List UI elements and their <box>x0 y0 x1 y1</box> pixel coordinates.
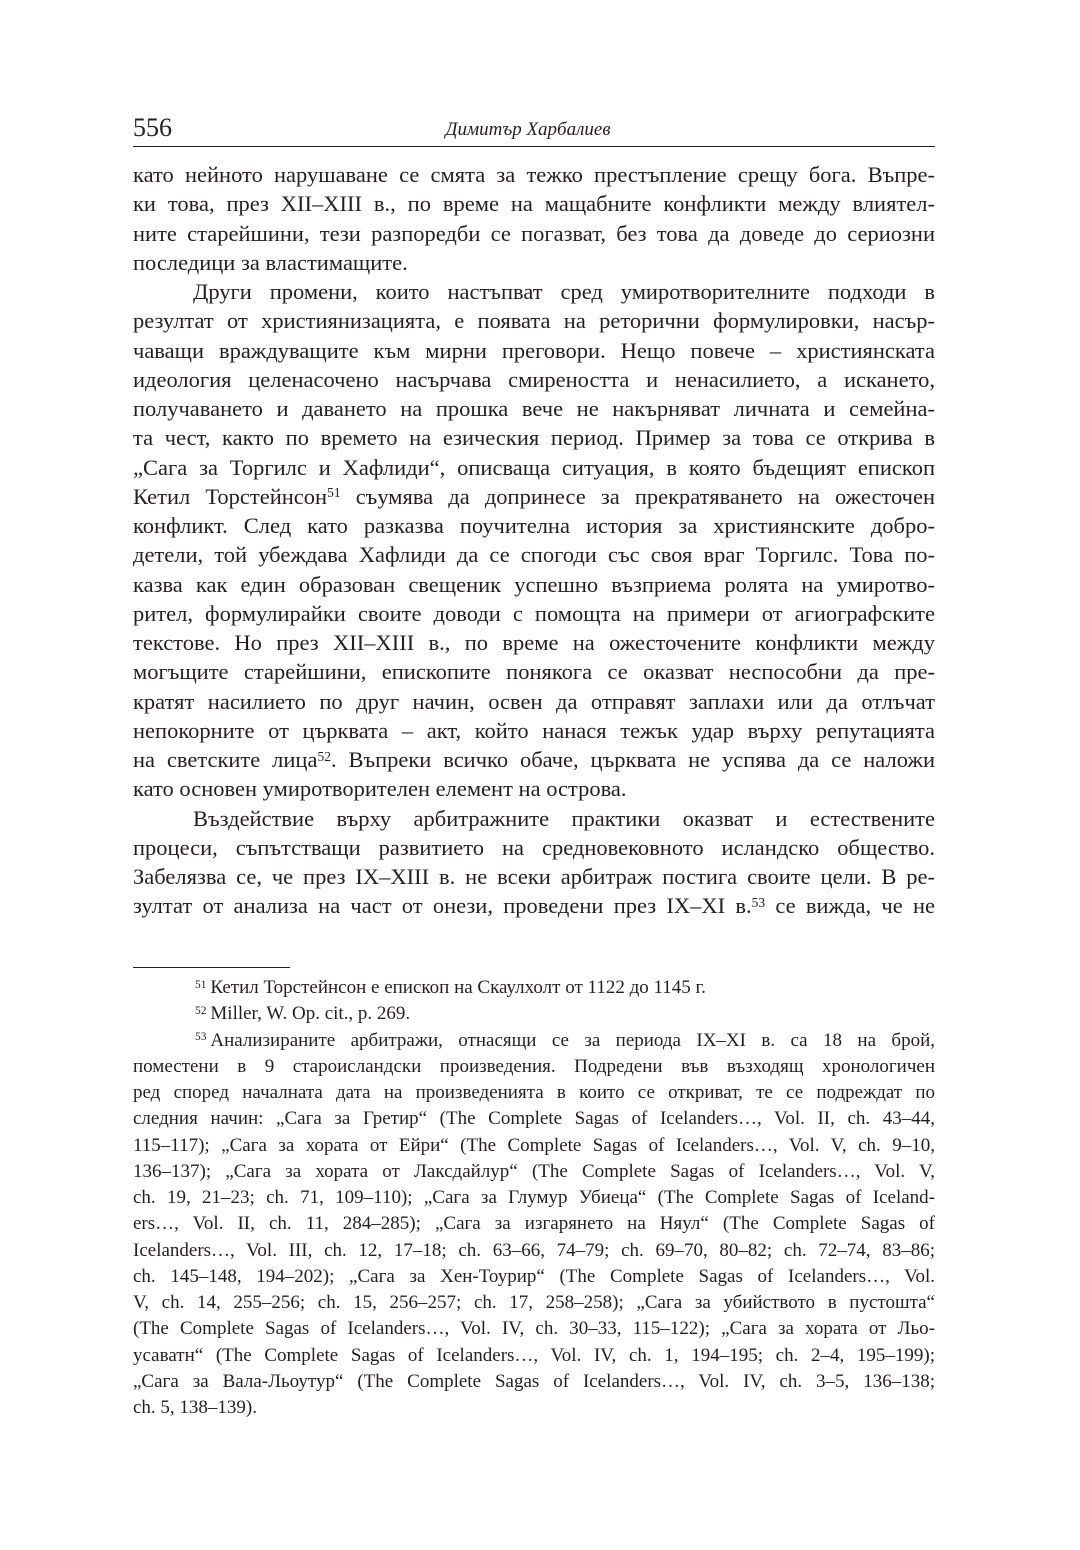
body-line: идеология целенасочено насърчава смиреността и ненасилието, а искането, <box>133 366 935 392</box>
footnote-number: 52 <box>195 1004 207 1017</box>
footnote-line: ch. 145–148, 194–202); „Сага за Хен-Тоурир“ (The Complete Sagas of Icelanders…, Vol. <box>133 1265 935 1287</box>
footnote-number: 53 <box>195 1031 207 1044</box>
paragraph <box>133 804 935 921</box>
body-line: конфликт. След като разказва поучителна история за християнските добро- <box>133 513 935 538</box>
footnote-line: поместени в 9 староисландски произведения. Подредени във възходящ хронологичен <box>133 1055 935 1077</box>
page-number: 556 <box>133 113 172 142</box>
footnote-line: усаватн“ (The Complete Sagas of Icelanders…, Vol. IV, ch. 1, 194–195; ch. 2–4, 195–199); <box>133 1344 935 1366</box>
line-text: се вижда, че не <box>765 893 935 919</box>
body-line: могъщите старейшини, епископите понякога се оказват неспособни да пре- <box>133 659 935 685</box>
footnote-line: 136–137); „Сага за хората от Лаксдайлур“ (The Complete Sagas of Icelanders…, Vol. V, <box>133 1160 935 1182</box>
header-rule <box>133 146 935 147</box>
footnote-line: (The Complete Sagas of Icelanders…, Vol. IV, ch. 30–33, 115–122); „Сага за хората от Льо- <box>133 1318 935 1340</box>
body-line: резултат от християнизацията, е появата на реторични формулировки, насър- <box>133 308 935 334</box>
body-line: като нейното нарушаване се смята за тежко престъпление срещу бога. Въпре- <box>133 162 935 187</box>
body-line: Забелязва се, че през IX–XIII в. не всеки арбитраж постига своите цели. В ре- <box>133 864 935 889</box>
body-line: чаващи враждуващите към мирни преговори. Нещо повече – християнската <box>133 337 935 363</box>
main-text <box>133 160 935 921</box>
footnote-line: Icelanders…, Vol. III, ch. 12, 17–18; ch. 63–66, 74–79; ch. 69–70, 80–82; ch. 72–74, 83–86; <box>133 1239 935 1261</box>
footnote-line: ред според началната дата на произведенията в които се откриват, те се подреждат по <box>133 1082 935 1103</box>
footnote-ref-53: 53 <box>751 894 766 910</box>
footnote-line: „Сага за Вала-Льоутур“ (The Complete Sagas of Icelanders…, Vol. IV, ch. 3–5, 136–138; <box>133 1370 935 1392</box>
body-line: „Сага за Торгилс и Хафлиди“, описваща ситуация, в която бъдещият епископ <box>133 454 935 480</box>
body-line <box>133 745 935 774</box>
footnote-line <box>133 975 935 1001</box>
footnote-51 <box>133 975 935 1001</box>
body-line <box>133 891 935 920</box>
line-text: Кетил Торстейнсон <box>133 483 328 509</box>
footnote-separator <box>133 967 290 968</box>
footnote-text: Кетил Торстейнсон е епископ на Скаулхолт от 1122 до 1145 г. <box>210 977 706 998</box>
footnote-line: ch. 5, 138–139). <box>133 1397 258 1418</box>
body-line: казва как един образован свещеник успешно възприема ролята на умиротво- <box>133 571 935 597</box>
footnote-line <box>133 1001 935 1027</box>
body-line: ните старейшини, тези разпоредби се погазват, без това да доведе до сериозни <box>133 220 935 246</box>
footnote-line: 115–117); „Сага за хората от Ейри“ (The Complete Sagas of Icelanders…, Vol. V, ch. 9–10, <box>133 1134 935 1156</box>
footnote-53 <box>133 1028 935 1422</box>
running-title: Димитър Харбалиев <box>445 119 611 140</box>
footnote-line <box>133 1028 935 1054</box>
body-line: последици за властимащите. <box>133 249 408 275</box>
footnote-52 <box>133 1001 935 1027</box>
body-line: детели, той убеждава Хафлиди да се спогоди със своя враг Торгилс. Това по- <box>133 542 935 568</box>
line-text: съумява да допринесе за прекратяването на ожесточен <box>340 483 935 509</box>
body-line: получаването и даването на прошка вече не накърняват личната и семейна- <box>133 396 935 421</box>
footnote-number: 51 <box>195 978 207 991</box>
body-line: ки това, през XII–XIII в., по време на мащабните конфликти между влиятел- <box>133 191 935 217</box>
line-text: зултат от анализа на част от онези, проведени през IX–XI в. <box>133 893 752 919</box>
body-line: текстове. Но през XII–XIII в., по време на ожесточените конфликти между <box>133 630 935 655</box>
footnote-line: ch. 19, 21–23; ch. 71, 109–110); „Сага за Глумур Убиеца“ (The Complete Sagas of Iceland- <box>133 1187 935 1208</box>
body-line: като основен умиротворителен елемент на острова. <box>133 776 627 802</box>
body-line: та чест, както по времето на езическия период. Пример за това се открива в <box>133 425 935 451</box>
paragraph <box>133 277 935 804</box>
footnote-line: следния начин: „Сага за Гретир“ (The Complete Sagas of Icelanders…, Vol. II, ch. 43–44, <box>133 1108 935 1130</box>
body-line: рител, формулирайки своите доводи с помощта на примери от агиографските <box>133 600 935 626</box>
body-line: непокорните от църквата – акт, който нанася тежък удар върху репутацията <box>133 717 935 743</box>
body-line: кратят насилието по друг начин, освен да отправят заплахи или да отлъчат <box>133 688 935 714</box>
footnote-line: ers…, Vol. II, ch. 11, 284–285); „Сага за изгарянето на Няул“ (The Complete Sagas of <box>133 1213 935 1235</box>
footnotes <box>133 975 935 1421</box>
body-line: Други промени, които настъпват сред умиротворителните подходи в <box>193 279 935 304</box>
body-line <box>133 482 935 511</box>
footnote-text: Miller, W. Op. cit., p. 269. <box>210 1003 411 1025</box>
body-line: процеси, съпътстващи развитието на средновековното исландско общество. <box>133 834 935 860</box>
footnote-ref-52: 52 <box>317 748 331 764</box>
paragraph <box>133 160 935 277</box>
body-line: Въздействие върху арбитражните практики оказват и естествените <box>193 805 935 831</box>
line-text: . Въпреки всичко обаче, църквата не успява да се наложи <box>330 747 935 772</box>
footnote-line: V, ch. 14, 255–256; ch. 15, 256–257; ch. 17, 258–258); „Сага за убийството в пустошта“ <box>133 1292 935 1313</box>
line-text: на светските лица <box>133 747 318 772</box>
footnote-text: Анализираните арбитражи, отнасящи се за периода IX–XI в. са 18 на брой, <box>210 1029 935 1051</box>
footnote-ref-51: 51 <box>327 485 341 501</box>
